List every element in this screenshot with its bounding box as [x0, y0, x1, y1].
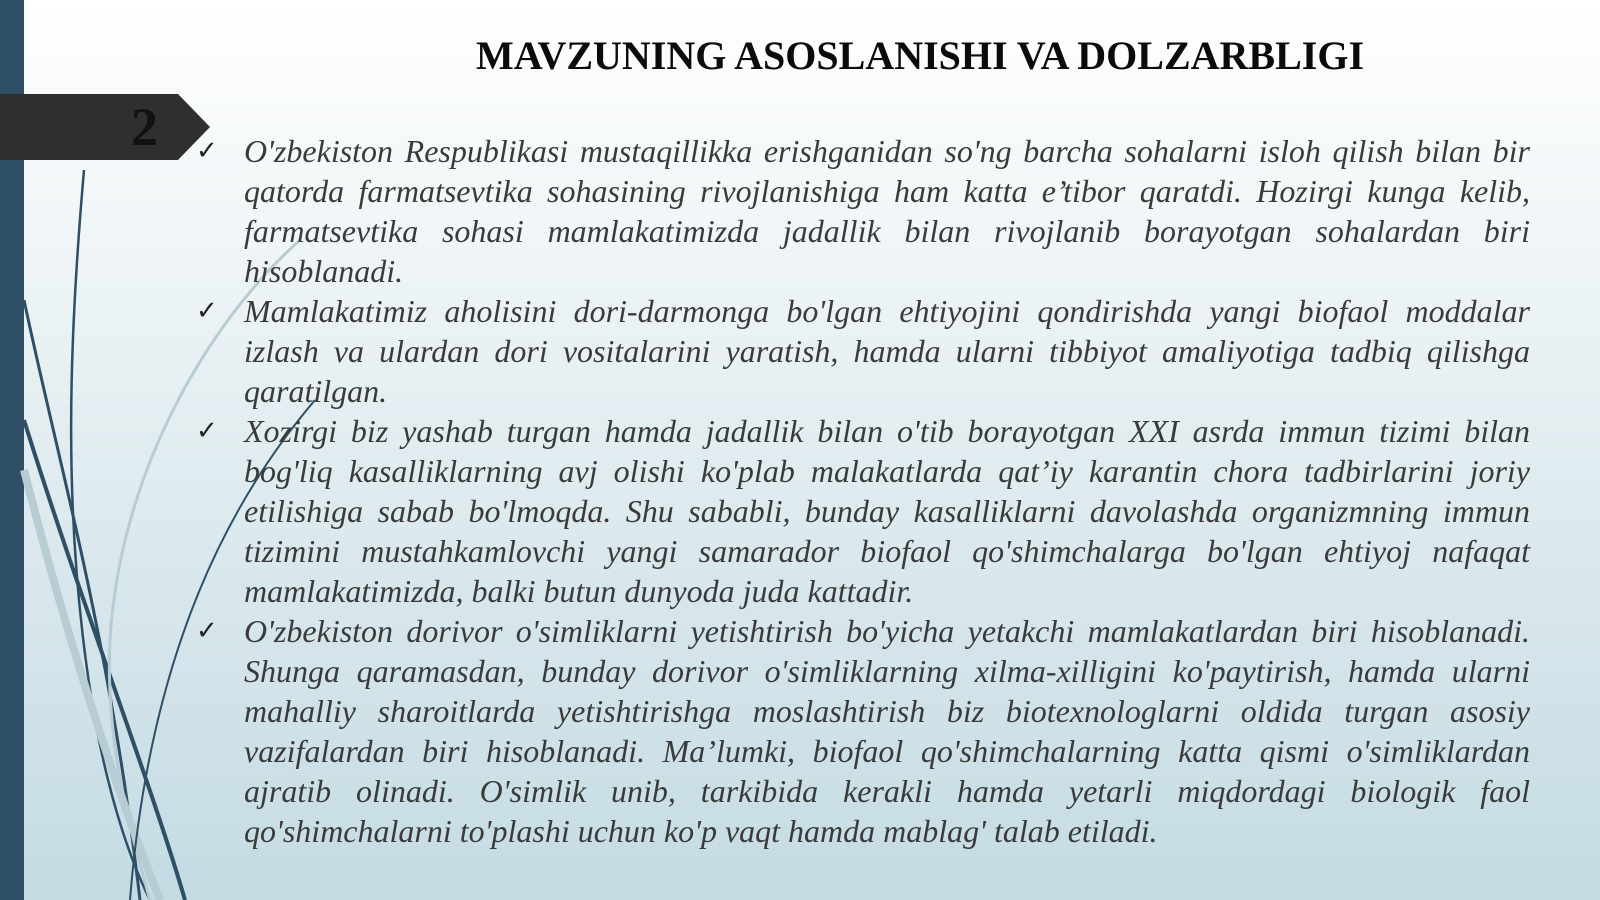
slide-title: MAVZUNING ASOSLANISHI VA DOLZARBLIGI	[475, 33, 1365, 78]
checkmark-icon: ✓	[196, 296, 218, 326]
slide-number-tab	[0, 94, 210, 160]
checkmark-icon: ✓	[196, 616, 218, 646]
bullet-text: O'zbekiston dorivor o'simliklarni yetishtirish bo'yicha yetakchi mamlakatlardan biri hisoblanadi. Shunga qaramasdan, bunday dorivor o'simliklarning xilma-xilligini ko'paytirish, hamda ularni mahalliy sharoitlarda yetishtirishga moslashtirish biz biotexnologlarni oldida turgan asosiy vazifalardan biri hisoblanadi. Ma’lumki, biofaol qo'shimchalarning katta qismi o'simliklardan ajratib olinadi. O'simlik unib, tarkibida kerakli hamda yetarli miqdordagi biologik faol qo'shimchalarni to'plashi uchun ko'p vaqt hamda mablag' talab etiladi.	[244, 613, 1530, 849]
slide-number: 2	[131, 97, 158, 157]
bullet-item	[196, 131, 1530, 291]
checkmark-icon: ✓	[196, 136, 218, 166]
bullet-text: Xozirgi biz yashab turgan hamda jadallik bilan o'tib borayotgan XXI asrda immun tizimi bilan bog'liq kasalliklarning avj olishi ko'plab malakatlarda qat’iy karantin chora tadbirlarini joriy etilishiga sabab bo'lmoqda. Shu sababli, bunday kasalliklarni davolashda organizmning immun tizimini mustahkamlovchi yangi samarador biofaol qo'shimchalarga bo'lgan ehtiyoj nafaqat mamlakatimizda, balki butun dunyoda juda kattadir.	[244, 413, 1530, 609]
bullet-list	[196, 131, 1530, 851]
bullet-item	[196, 411, 1530, 611]
bullet-text: O'zbekiston Respublikasi mustaqillikka erishganidan so'ng barcha sohalarni isloh qilish bilan bir qatorda farmatsevtika sohasining rivojlanishiga ham katta e’tibor qaratdi. Hozirgi kunga kelib, farmatsevtika sohasi mamlakatimizda jadallik bilan rivojlanib borayotgan sohalardan biri hisoblanadi.	[244, 133, 1530, 289]
checkmark-icon: ✓	[196, 416, 218, 446]
bullet-item	[196, 291, 1530, 411]
bullet-item	[196, 611, 1530, 851]
bullet-text: Mamlakatimiz aholisini dori-darmonga bo'lgan ehtiyojini qondirishda yangi biofaol moddalar izlash va ulardan dori vositalarini yaratish, hamda ularni tibbiyot amaliyotiga tadbiq qilishga qaratilgan.	[244, 293, 1530, 409]
